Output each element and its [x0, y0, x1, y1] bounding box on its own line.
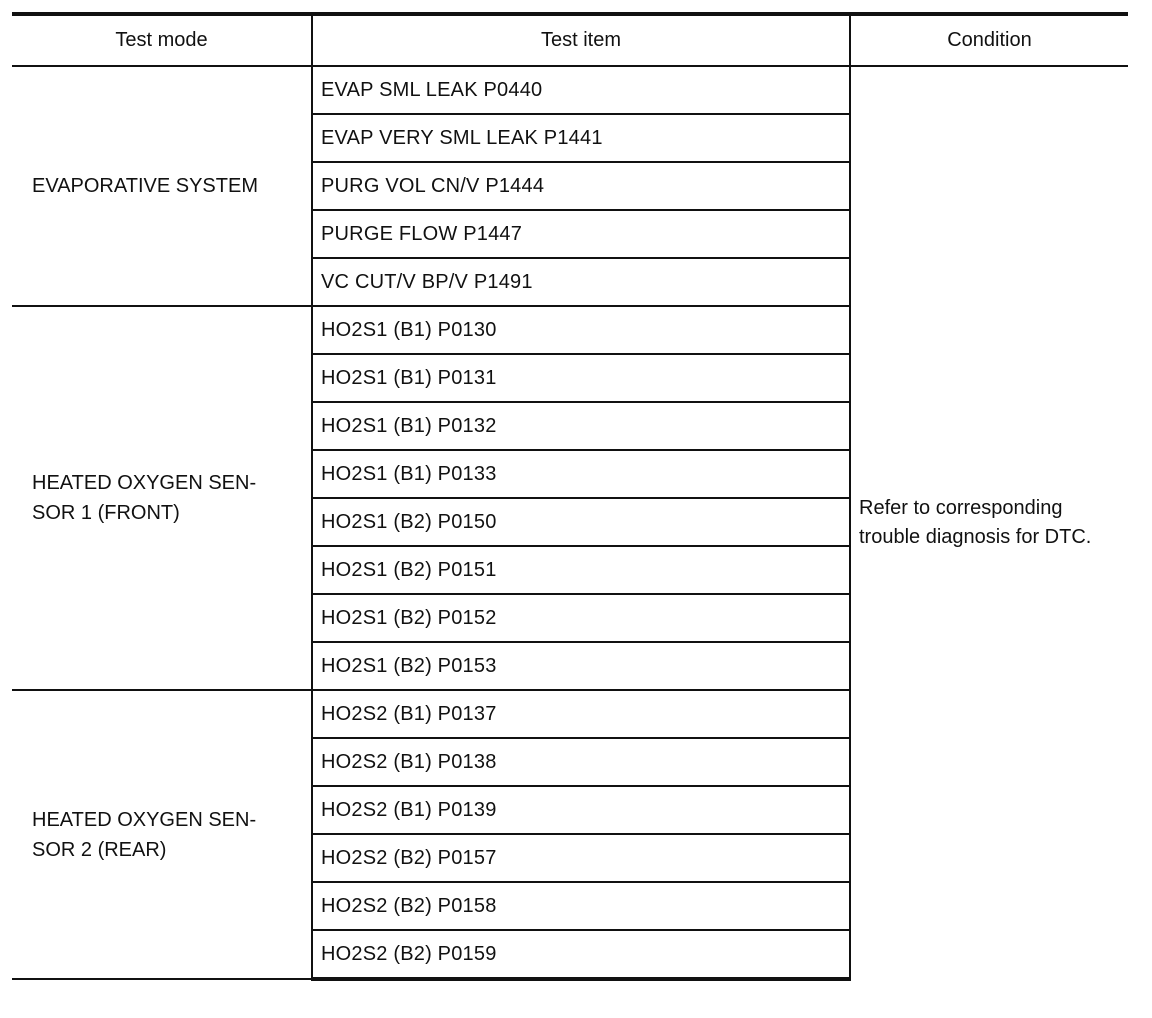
header-test-item: Test item [312, 14, 850, 66]
test-item-cell: PURGE FLOW P1447 [312, 210, 850, 258]
test-item-cell: HO2S2 (B1) P0137 [312, 690, 850, 738]
test-item-cell: PURG VOL CN/V P1444 [312, 162, 850, 210]
test-mode-cell: HEATED OXYGEN SEN- SOR 1 (FRONT) [12, 306, 312, 690]
condition-cell: Refer to corresponding trouble diagnosis for DTC. [859, 497, 1092, 548]
test-mode-table [12, 12, 1128, 981]
test-mode-cell: EVAPORATIVE SYSTEM [12, 66, 312, 306]
test-item-cell: EVAP VERY SML LEAK P1441 [312, 114, 850, 162]
test-item-cell: HO2S2 (B2) P0158 [312, 882, 850, 930]
table-row [12, 66, 1128, 114]
header-test-mode: Test mode [12, 14, 312, 66]
test-item-cell: HO2S1 (B2) P0153 [312, 642, 850, 690]
test-item-cell: HO2S1 (B2) P0150 [312, 498, 850, 546]
table-body [12, 66, 1128, 979]
header-condition: Condition [850, 14, 1128, 66]
test-mode-cell: HEATED OXYGEN SEN- SOR 2 (REAR) [12, 690, 312, 979]
test-item-cell: VC CUT/V BP/V P1491 [312, 258, 850, 306]
test-item-cell: EVAP SML LEAK P0440 [312, 66, 850, 114]
test-item-cell: HO2S1 (B1) P0132 [312, 402, 850, 450]
test-item-cell: HO2S2 (B2) P0157 [312, 834, 850, 882]
test-item-cell: HO2S2 (B1) P0139 [312, 786, 850, 834]
test-item-cell: HO2S1 (B1) P0130 [312, 306, 850, 354]
header-row [12, 14, 1128, 66]
test-item-cell: HO2S1 (B1) P0133 [312, 450, 850, 498]
test-item-cell: HO2S1 (B1) P0131 [312, 354, 850, 402]
test-item-cell: HO2S1 (B2) P0151 [312, 546, 850, 594]
test-item-cell: HO2S1 (B2) P0152 [312, 594, 850, 642]
test-item-cell: HO2S2 (B2) P0159 [312, 930, 850, 979]
test-item-cell: HO2S2 (B1) P0138 [312, 738, 850, 786]
